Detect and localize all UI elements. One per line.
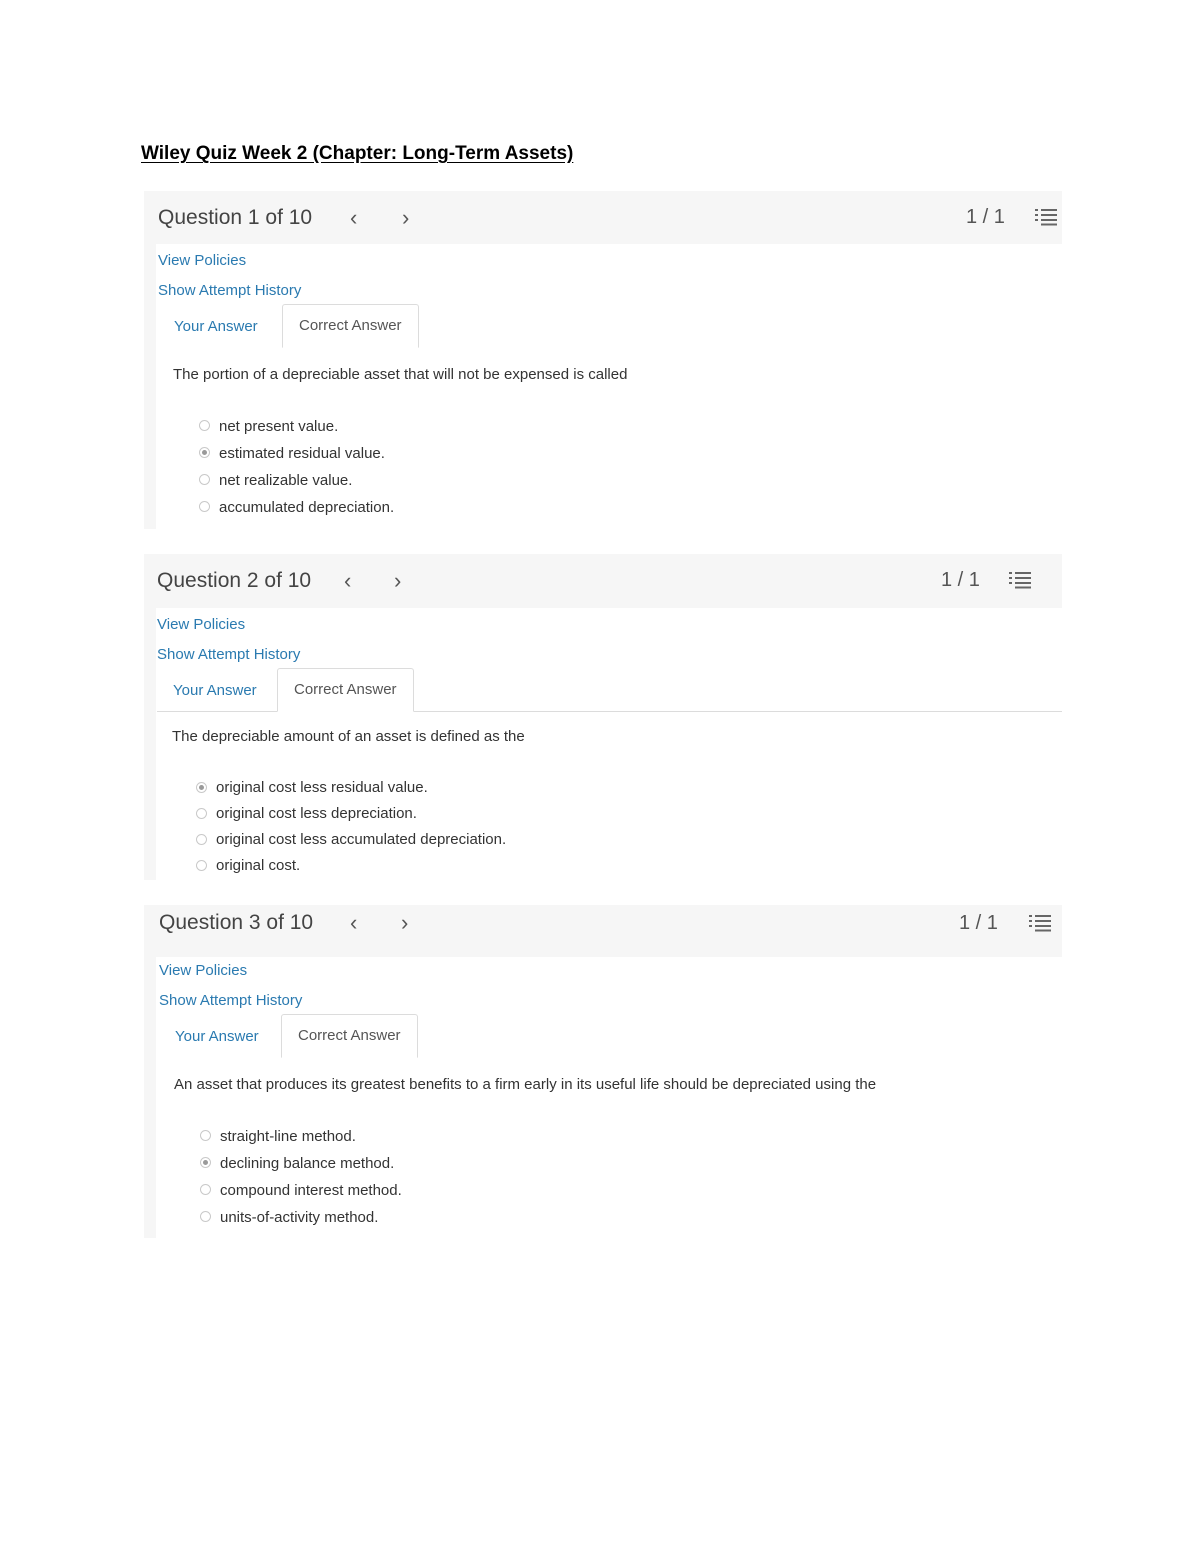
question-card-1 xyxy=(144,191,1062,529)
answer-option[interactable] xyxy=(199,413,1062,440)
answer-option-label: units-of-activity method. xyxy=(220,1209,379,1226)
question-score: 1 / 1 xyxy=(966,206,1005,228)
radio-button-icon[interactable] xyxy=(196,808,207,819)
question-card-3 xyxy=(144,905,1062,1238)
question-title: Question 3 of 10 xyxy=(159,911,314,934)
radio-button-icon[interactable] xyxy=(200,1211,211,1222)
view-policies-link[interactable]: View Policies xyxy=(159,962,248,979)
radio-button-icon[interactable] xyxy=(199,447,210,458)
chevron-left-icon[interactable]: ‹ xyxy=(344,568,352,593)
chevron-right-icon[interactable]: › xyxy=(402,205,410,230)
radio-button-icon[interactable] xyxy=(196,782,207,793)
answer-option[interactable] xyxy=(199,440,1062,467)
chevron-right-icon[interactable]: › xyxy=(401,910,409,935)
answer-tabs xyxy=(157,668,1062,712)
answer-option-label: accumulated depreciation. xyxy=(219,499,395,516)
answer-option-label: original cost less residual value. xyxy=(216,779,428,796)
answer-option-label: original cost. xyxy=(216,857,301,874)
question-header xyxy=(144,905,1062,957)
tab-correct-answer[interactable]: Correct Answer xyxy=(282,304,419,348)
view-policies-link[interactable]: View Policies xyxy=(158,252,247,269)
numbered-list-icon[interactable] xyxy=(1035,208,1057,226)
chevron-left-icon[interactable]: ‹ xyxy=(350,205,358,230)
answer-option-label: net present value. xyxy=(219,418,339,435)
numbered-list-icon[interactable] xyxy=(1009,571,1031,589)
question-header xyxy=(144,191,1062,244)
answer-option-label: original cost less depreciation. xyxy=(216,805,417,822)
show-attempt-history-link[interactable]: Show Attempt History xyxy=(158,282,302,299)
question-prompt: An asset that produces its greatest benefits to a firm early in its useful life should be depreciated using the xyxy=(174,1076,877,1093)
answer-option-label: compound interest method. xyxy=(220,1182,402,1199)
answer-tabs xyxy=(159,1014,1062,1058)
radio-button-icon[interactable] xyxy=(199,474,210,485)
numbered-list-icon[interactable] xyxy=(1029,914,1051,932)
answer-options xyxy=(199,413,1062,521)
tab-your-answer[interactable]: Your Answer xyxy=(175,1028,259,1045)
question-score: 1 / 1 xyxy=(941,569,980,591)
tab-your-answer[interactable]: Your Answer xyxy=(173,682,257,699)
answer-option[interactable] xyxy=(200,1123,1062,1150)
question-prompt: The portion of a depreciable asset that will not be expensed is called xyxy=(173,366,628,383)
radio-button-icon[interactable] xyxy=(199,420,210,431)
answer-option-label: estimated residual value. xyxy=(219,445,385,462)
radio-button-icon[interactable] xyxy=(196,860,207,871)
question-prompt: The depreciable amount of an asset is defined as the xyxy=(172,728,525,745)
answer-option[interactable] xyxy=(196,801,1062,827)
answer-option[interactable] xyxy=(200,1204,1062,1231)
radio-button-icon[interactable] xyxy=(200,1157,211,1168)
answer-option[interactable] xyxy=(200,1177,1062,1204)
answer-option-label: straight-line method. xyxy=(220,1128,356,1145)
radio-button-icon[interactable] xyxy=(200,1130,211,1141)
answer-tabs xyxy=(158,304,1062,348)
radio-button-icon[interactable] xyxy=(199,501,210,512)
show-attempt-history-link[interactable]: Show Attempt History xyxy=(157,646,301,663)
answer-options xyxy=(196,775,1062,879)
answer-option[interactable] xyxy=(199,494,1062,521)
tab-correct-answer[interactable]: Correct Answer xyxy=(277,668,414,712)
document-title: Wiley Quiz Week 2 (Chapter: Long-Term Assets) xyxy=(141,143,574,164)
show-attempt-history-link[interactable]: Show Attempt History xyxy=(159,992,303,1009)
answer-options xyxy=(200,1123,1062,1231)
answer-option[interactable] xyxy=(196,827,1062,853)
question-card-2 xyxy=(144,554,1062,880)
view-policies-link[interactable]: View Policies xyxy=(157,616,246,633)
chevron-right-icon[interactable]: › xyxy=(394,568,402,593)
question-title: Question 1 of 10 xyxy=(158,206,313,229)
question-title: Question 2 of 10 xyxy=(157,569,312,592)
question-score: 1 / 1 xyxy=(959,912,998,934)
answer-option[interactable] xyxy=(196,775,1062,801)
answer-option-label: net realizable value. xyxy=(219,472,353,489)
answer-option[interactable] xyxy=(200,1150,1062,1177)
chevron-left-icon[interactable]: ‹ xyxy=(350,910,358,935)
answer-option[interactable] xyxy=(199,467,1062,494)
radio-button-icon[interactable] xyxy=(200,1184,211,1195)
answer-option[interactable] xyxy=(196,853,1062,879)
answer-option-label: original cost less accumulated depreciation. xyxy=(216,831,507,848)
tab-your-answer[interactable]: Your Answer xyxy=(174,318,258,335)
radio-button-icon[interactable] xyxy=(196,834,207,845)
tab-correct-answer[interactable]: Correct Answer xyxy=(281,1014,418,1058)
answer-option-label: declining balance method. xyxy=(220,1155,395,1172)
question-header xyxy=(144,554,1062,608)
